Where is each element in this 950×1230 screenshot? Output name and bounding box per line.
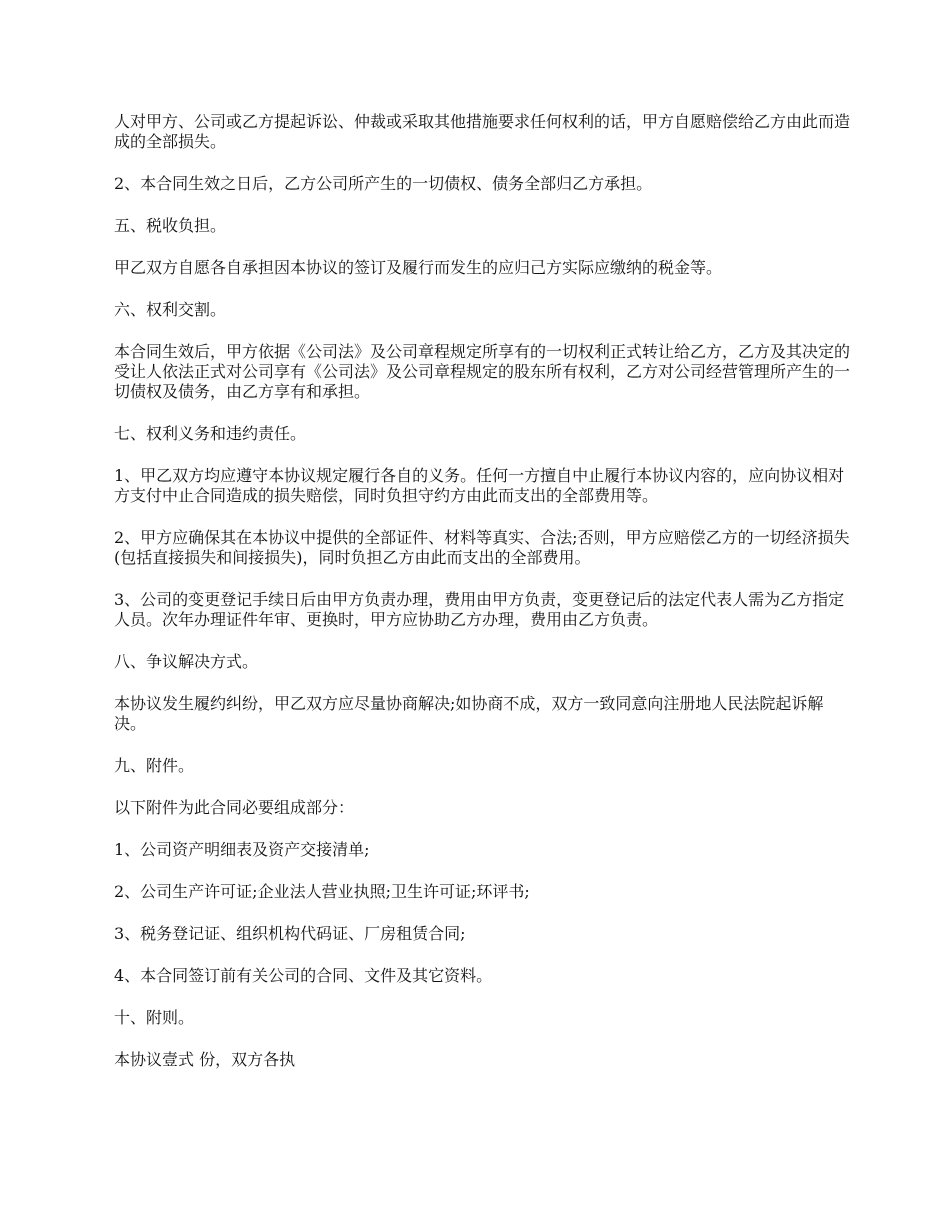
document-body [114,112,854,1092]
paragraph-attachments-intro: 以下附件为此合同必要组成部分： [114,798,355,817]
section-heading-supplementary: 十、附则。 [114,1008,195,1027]
section-heading-obligations: 七、权利义务和违约责任。 [114,424,307,443]
section-heading-dispute: 八、争议解决方式。 [114,652,259,671]
paragraph-rights-transfer: 本合同生效后，甲方依据《公司法》及公司章程规定所享有的一切权利正式转让给乙方，乙方及其决定的受让人依法正式对公司享有《公司法》及公司章程规定的股东所有权利，乙方对公司经营管理所产生的一切债权及债务，由乙方享有和承担。 [114,342,851,401]
section-heading-tax: 五、税收负担。 [114,216,227,235]
attachment-item-3: 3、税务登记证、组织机构代码证、厂房租赁合同; [114,924,466,943]
paragraph-dispute: 本协议发生履约纠纷，甲乙双方应尽量协商解决;如协商不成，双方一致同意向注册地人民法院起诉解决。 [114,694,824,733]
paragraph-copies: 本协议壹式 份，双方各执 [114,1050,296,1069]
paragraph-tax: 甲乙双方自愿各自承担因本协议的签订及履行而发生的应归己方实际应缴纳的税金等。 [114,258,723,277]
paragraph-obligation-1: 1、甲乙双方均应遵守本协议规定履行各自的义务。任何一方擅自中止履行本协议内容的，应向协议相对方支付中止合同造成的损失赔偿，同时负担守约方由此而支出的全部费用等。 [114,466,845,505]
attachment-item-1: 1、公司资产明细表及资产交接清单; [114,840,370,859]
attachment-item-4: 4、本合同签订前有关公司的合同、文件及其它资料。 [114,966,493,985]
paragraph-liability-continuation: 人对甲方、公司或乙方提起诉讼、仲裁或采取其他措施要求任何权利的话，甲方自愿赔偿给乙方由此而造成的全部损失。 [114,112,851,151]
section-heading-rights-transfer: 六、权利交割。 [114,300,227,319]
paragraph-debt-clause: 2、本合同生效之日后，乙方公司所产生的一切债权、债务全部归乙方承担。 [114,174,653,193]
attachment-item-2: 2、公司生产许可证;企业法人营业执照;卫生许可证;环评书; [114,882,530,901]
paragraph-obligation-2: 2、甲方应确保其在本协议中提供的全部证件、材料等真实、合法;否则，甲方应赔偿乙方的一切经济损失(包括直接损失和间接损失)，同时负担乙方由此而支出的全部费用。 [114,528,850,567]
paragraph-obligation-3: 3、公司的变更登记手续日后由甲方负责办理，费用由甲方负责，变更登记后的法定代表人需为乙方指定人员。次年办理证件年审、更换时，甲方应协助乙方办理，费用由乙方负责。 [114,590,845,629]
section-heading-attachments: 九、附件。 [114,756,195,775]
